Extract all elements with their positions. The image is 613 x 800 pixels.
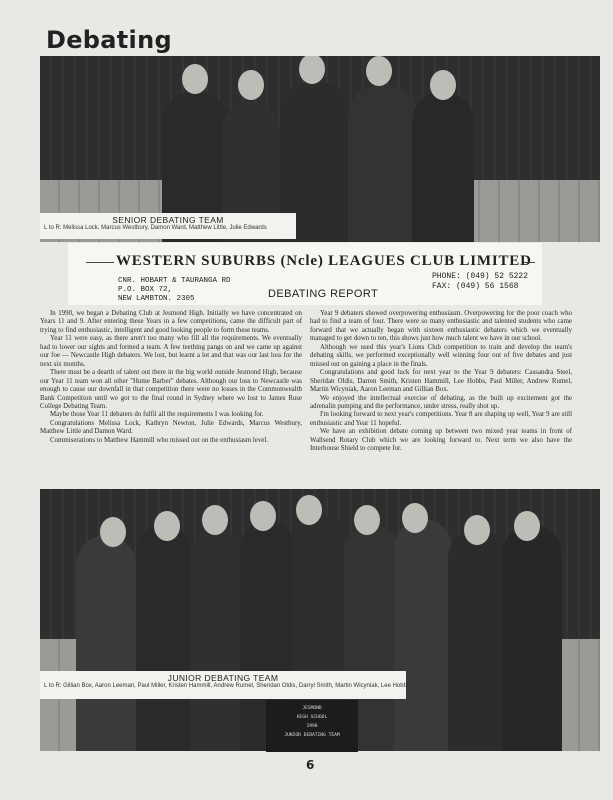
paragraph: There must be a dearth of talent out there in the big world outside Jesmond High, because our Year 11 team won all other "Hume Barber" debates. Although our loss to Newcastle was enough to cause our downfall in that competition there were no losses in the Commonwealth Bank Competition until we got to the final round in Sydney where we lost to James Ruse College Debating Team. [40,369,302,410]
junior-caption [40,671,412,699]
junior-person [76,535,136,751]
junior-person [394,519,452,751]
senior-person-head [238,70,264,100]
letterhead-address [118,277,231,304]
section-title: Debating [46,26,172,54]
senior-person-head [182,64,208,94]
slate-line: HIGH SCHOOL [296,715,328,720]
junior-person-head [154,511,180,541]
paragraph: Year 11 were easy, as there aren't too many who fill all the requirements. We eventually had to lower our sights and formed a team. A few teething pangs on and we came up against our foe — Newcastle High debaters. We lost, but learnt a lot and that was our last loss for the next six months. [40,335,302,368]
junior-person-head [296,495,322,525]
junior-person [502,525,562,751]
letterhead-org-name: WESTERN SUBURBS (Ncle) LEAGUES CLUB LIMITED [116,253,532,269]
junior-person [448,529,506,751]
report-left-column [40,310,302,490]
slate-line: JESMOND [302,706,322,711]
junior-person-head [100,517,126,547]
junior-person-head [402,503,428,533]
junior-caption-title: JUNIOR DEBATING TEAM [167,673,279,683]
senior-person-head [430,70,456,100]
paragraph: Year 9 debaters showed overpowering enthusiasm. Overpowering for the poor coach who had to find a team of four. There were so many enthusiastic and talented students who came forward that we actually began with sixteen enthusiastic debaters which we eventually managed to get down to ten, this shows just how much talent we have in our school. [310,310,572,343]
junior-person-head [354,505,380,535]
senior-caption-title: SENIOR DEBATING TEAM [112,215,224,225]
paragraph: Congratulations and good luck for next year to the Year 9 debaters: Cassandra Steel, Sheridan Oldis, Darren Smith, Kristen Hammill, Lee Hobbs, Paul Miller, Andrew Rumel, Martin Wicyniak, Aaron Leeman and Gillian Box. [310,369,572,394]
paragraph: Commiserations to Matthew Hammill who missed out on the enthusiasm level. [50,436,268,444]
junior-person-head [202,505,228,535]
senior-person [412,92,474,242]
paragraph: We enjoyed the intellectual exercise of debating, as the built up excitement got the adrenalin pumping and the performance, under stress, really shot up. [310,394,572,410]
junior-person-head [250,501,276,531]
club-letterhead [68,243,542,305]
fax-number: FAX: (049) 56 1568 [432,282,519,291]
senior-caption [40,213,296,239]
paragraph: Although we used this year's Lions Club competition to train and develop the team's debating skills, we performed exceptionally well winning four out of five debates and just missed out on gaining a place in the finals. [310,343,572,368]
junior-person-head [514,511,540,541]
paragraph: Maybe those Year 11 debaters do fulfil all the requirements I was looking for. [50,411,264,419]
junior-caption-names: L to R: Gillian Box, Aaron Leeman, Paul Miller, Kristen Hammill, Andrew Rumel, Sheridan Oldis, Darryl Smith, Martin Wicyniak, Lee Hobbs. [44,683,412,689]
address-line: CNR. HOBART & TAURANGA RD [118,277,231,285]
paragraph: In 1990, we began a Debating Club at Jesmond High. Initially we have concentrated on Years 11 and 9. After entering these Years in a few competitions, came the difficult part of trying to find enthusiastic, intelligent and good looking people to form these teams. [40,310,302,334]
phone-number: PHONE: (049) 52 5222 [432,272,529,281]
senior-person [348,86,418,242]
paragraph: We have an exhibition debate coming up between two mixed year teams in front of Wallsend Rotary Club which we are looking forward to. Next term we also have the Interhouse Shield to compete for. [310,428,572,453]
report-right-column [310,310,572,490]
page-number: 6 [306,758,315,772]
senior-caption-names: L to R: Melissa Lock, Marcus Westbury, Damon Ward, Matthew Little, Julie Edwards [44,225,267,231]
letterhead-contact [432,272,528,292]
report-title: DEBATING REPORT [268,288,379,300]
paragraph: I'm looking forward to next year's competitions. Year 8 are shaping up well, Year 9 are still enthusiastic and Year 11 hopeful. [310,411,572,427]
junior-person [136,525,192,751]
slate-line: JUNIOR DEBATING TEAM [284,733,340,738]
junior-person [190,529,244,751]
letterhead-rule [523,262,535,263]
senior-person-head [366,56,392,86]
address-line: NEW LAMBTON. 2305 [118,295,195,303]
letterhead-rule [86,262,114,263]
photo-name-slate [266,700,358,752]
junior-person-head [464,515,490,545]
paragraph: Congratulations Melissa Lock, Kathryn Newton, Julie Edwards, Marcus Westbury, Matthew Little and Damon Ward. [40,419,302,436]
slate-line: 1990 [306,724,318,729]
address-line: P.O. BOX 72, [118,286,173,294]
